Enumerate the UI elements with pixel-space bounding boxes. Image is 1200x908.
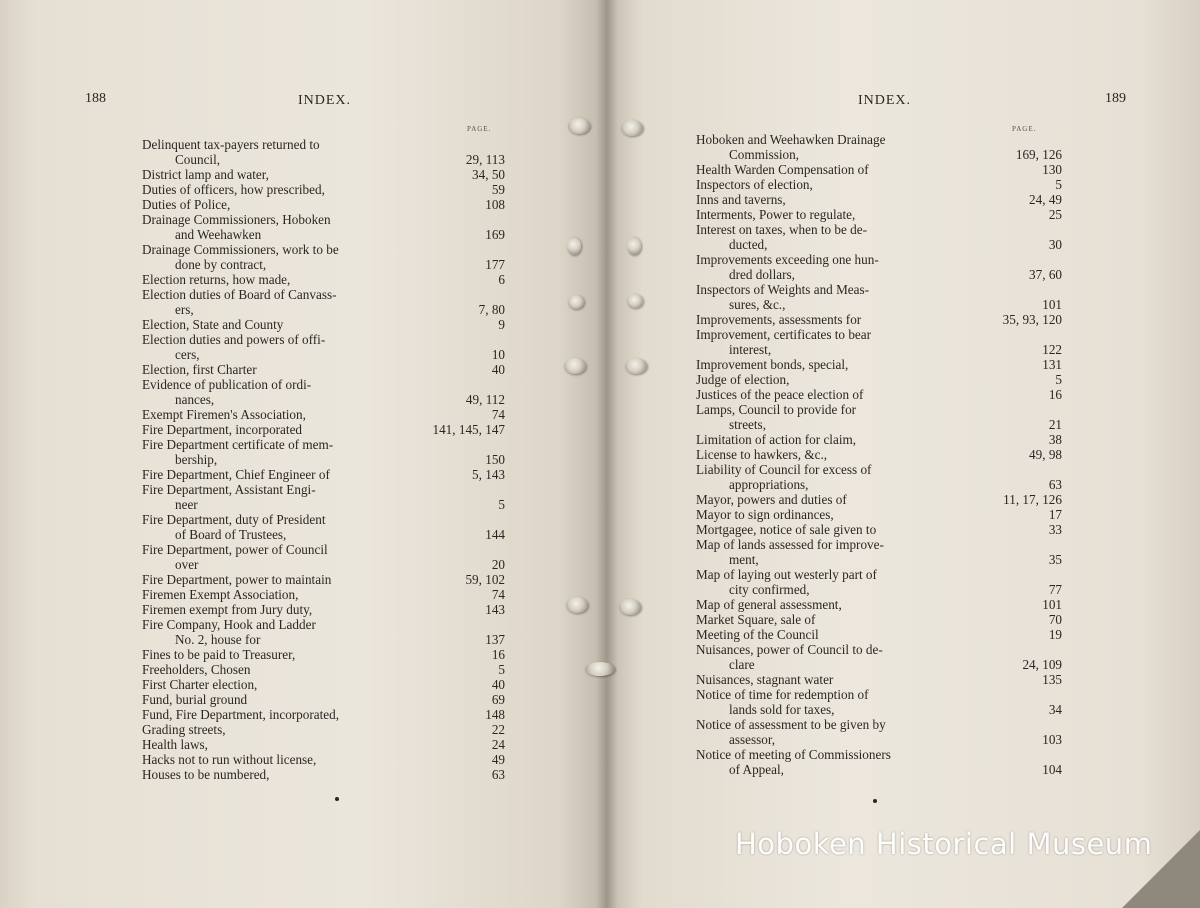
index-entry-text: Improvement bonds, special, [696, 357, 849, 372]
index-entry-text: Meeting of the Council [696, 627, 819, 642]
index-entry-pages: 70 [1048, 612, 1062, 627]
index-entry-text: Drainage Commissioners, work to be [142, 242, 339, 257]
index-entry-text: appropriations, [729, 477, 809, 492]
index-entry-text: and Weehawken [175, 227, 262, 242]
index-entry-text: Delinquent tax-payers returned to [142, 137, 320, 152]
index-entry [142, 152, 522, 167]
index-entry-text: Fire Department, power of Council [142, 542, 328, 557]
index-entry [696, 552, 1066, 567]
index-entry-pages: 34, 50 [472, 167, 505, 182]
index-entry-text: Mayor to sign ordinances, [696, 507, 834, 522]
index-entry-text: Health laws, [142, 737, 208, 752]
index-entry-text: Fire Company, Hook and Ladder [142, 617, 316, 632]
index-entry [696, 387, 1066, 402]
index-entry-pages: 22 [491, 722, 505, 737]
index-entry-text: Duties of officers, how prescribed, [142, 182, 325, 197]
index-entry [142, 167, 522, 182]
index-entry-text: Election duties of Board of Canvass- [142, 287, 337, 302]
binding-hole [568, 295, 584, 309]
index-entry [696, 222, 1066, 237]
binding-hole [627, 237, 641, 255]
index-entry-pages: 38 [1048, 432, 1062, 447]
index-entry-pages: 63 [1048, 477, 1062, 492]
index-entry-text: Liability of Council for excess of [696, 462, 872, 477]
index-entry-text: Inspectors of election, [696, 177, 813, 192]
index-entry-pages: 6 [498, 272, 505, 287]
index-entry [696, 732, 1066, 747]
left-page-column-label: PAGE. [467, 125, 492, 133]
index-entry-text: Fire Department, power to maintain [142, 572, 332, 587]
index-entry-text: Lamps, Council to provide for [696, 402, 857, 417]
index-entry-text: Mayor, powers and duties of [696, 492, 847, 507]
index-entry [142, 677, 522, 692]
index-entry [696, 267, 1066, 282]
index-entry-text: Judge of election, [696, 372, 790, 387]
index-entry-text: Market Square, sale of [696, 612, 816, 627]
index-entry-text: Inns and taverns, [696, 192, 786, 207]
index-entry-text: Interments, Power to regulate, [696, 207, 856, 222]
museum-watermark: Hoboken Historical Museum [735, 827, 1153, 861]
index-entry-pages: 24, 49 [1029, 192, 1062, 207]
index-entry-text: streets, [729, 417, 766, 432]
index-entry-pages: 5 [1055, 372, 1062, 387]
index-entry-pages: 10 [491, 347, 505, 362]
index-entry-text: Interest on taxes, when to be de- [696, 222, 868, 237]
index-entry [142, 632, 522, 647]
index-entry-pages: 20 [491, 557, 505, 572]
index-entry-text: Improvements, assessments for [696, 312, 862, 327]
right-index-list [696, 132, 1066, 777]
index-entry-pages: 34 [1048, 702, 1062, 717]
index-entry [142, 452, 522, 467]
index-entry [142, 647, 522, 662]
index-entry-pages: 63 [491, 767, 505, 782]
index-entry [142, 287, 522, 302]
index-entry-text: Health Warden Compensation of [696, 162, 869, 177]
index-entry [696, 582, 1066, 597]
index-entry-pages: 40 [491, 677, 505, 692]
index-entry-pages: 30 [1048, 237, 1062, 252]
index-entry [142, 767, 522, 782]
index-entry [696, 177, 1066, 192]
index-entry-text: Election, State and County [142, 317, 284, 332]
index-entry-pages: 143 [485, 602, 505, 617]
index-entry-text: Fund, Fire Department, incorporated, [142, 707, 340, 722]
index-entry-pages: 104 [1042, 762, 1062, 777]
index-entry-pages: 131 [1042, 357, 1062, 372]
index-entry-text: Commission, [729, 147, 799, 162]
index-entry-text: Fund, burial ground [142, 692, 248, 707]
index-entry-text: First Charter election, [142, 677, 258, 692]
index-entry-text: assessor, [729, 732, 775, 747]
binding-hole [567, 237, 581, 255]
page-foot-mark [873, 799, 877, 803]
index-entry-pages: 101 [1042, 297, 1062, 312]
index-entry [696, 507, 1066, 522]
index-entry-text: Council, [175, 152, 221, 167]
binding-hole [621, 120, 643, 136]
index-entry [696, 132, 1066, 147]
index-entry [142, 392, 522, 407]
index-entry-pages: 137 [485, 632, 505, 647]
page-foot-mark [335, 797, 339, 801]
index-entry-text: Exempt Firemen's Association, [142, 407, 306, 422]
index-entry-text: bership, [175, 452, 218, 467]
index-entry [696, 252, 1066, 267]
index-entry [142, 242, 522, 257]
index-entry-text: Fire Department, Chief Engineer of [142, 467, 330, 482]
index-entry-text: License to hawkers, &c., [696, 447, 828, 462]
index-entry [696, 207, 1066, 222]
index-entry-pages: 40 [491, 362, 505, 377]
index-entry [142, 497, 522, 512]
index-entry [142, 422, 522, 437]
index-entry-text: Evidence of publication of ordi- [142, 377, 312, 392]
binding-hole [625, 358, 647, 374]
index-entry [142, 482, 522, 497]
index-entry-pages: 16 [1048, 387, 1062, 402]
index-entry-text: Nuisances, power of Council to de- [696, 642, 883, 657]
index-entry [696, 282, 1066, 297]
binding-hole [564, 358, 586, 374]
index-entry-pages: 169 [485, 227, 505, 242]
index-entry [142, 707, 522, 722]
index-entry [696, 477, 1066, 492]
index-entry-text: Firemen exempt from Jury duty, [142, 602, 313, 617]
index-entry [696, 192, 1066, 207]
index-entry-pages: 29, 113 [465, 152, 505, 167]
index-entry [142, 212, 522, 227]
index-entry [142, 407, 522, 422]
index-entry [696, 672, 1066, 687]
index-entry-pages: 19 [1048, 627, 1062, 642]
index-entry [696, 717, 1066, 732]
index-entry-text: Hoboken and Weehawken Drainage [696, 132, 886, 147]
index-entry [696, 447, 1066, 462]
index-entry [696, 462, 1066, 477]
index-entry-pages: 169, 126 [1015, 147, 1062, 162]
index-entry [142, 662, 522, 677]
index-entry-text: sures, &c., [729, 297, 786, 312]
index-entry-text: Election, first Charter [142, 362, 257, 377]
index-entry-pages: 101 [1042, 597, 1062, 612]
index-entry-pages: 130 [1042, 162, 1062, 177]
index-entry-pages: 7, 80 [478, 302, 505, 317]
binding-hole [585, 662, 615, 676]
index-entry [696, 402, 1066, 417]
index-entry [696, 537, 1066, 552]
index-entry-text: Nuisances, stagnant water [696, 672, 834, 687]
index-entry [696, 567, 1066, 582]
index-entry-text: nances, [175, 392, 215, 407]
index-entry-text: Firemen Exempt Association, [142, 587, 299, 602]
index-entry [696, 147, 1066, 162]
index-entry-text: Election returns, how made, [142, 272, 291, 287]
index-entry-text: Fire Department, Assistant Engi- [142, 482, 316, 497]
index-entry-text: No. 2, house for [175, 632, 261, 647]
index-entry [142, 542, 522, 557]
index-entry-pages: 16 [491, 647, 505, 662]
index-entry-text: Map of lands assessed for improve- [696, 537, 884, 552]
index-entry-text: Fire Department, incorporated [142, 422, 303, 437]
index-entry [696, 342, 1066, 357]
index-entry [142, 467, 522, 482]
index-entry-text: Fines to be paid to Treasurer, [142, 647, 296, 662]
index-entry [696, 612, 1066, 627]
index-entry-pages: 24, 109 [1022, 657, 1062, 672]
index-entry-text: Grading streets, [142, 722, 226, 737]
index-entry-text: clare [729, 657, 755, 672]
index-entry-text: of Appeal, [729, 762, 784, 777]
index-entry [142, 437, 522, 452]
index-entry [142, 362, 522, 377]
index-entry-text: Inspectors of Weights and Meas- [696, 282, 870, 297]
index-entry-pages: 144 [485, 527, 505, 542]
index-entry [142, 572, 522, 587]
index-entry [142, 587, 522, 602]
index-entry-text: interest, [729, 342, 772, 357]
index-entry-pages: 49, 98 [1029, 447, 1062, 462]
left-index-list [142, 137, 522, 782]
index-entry [142, 317, 522, 332]
index-entry [142, 347, 522, 362]
index-entry [142, 722, 522, 737]
index-entry [696, 432, 1066, 447]
index-entry-pages: 74 [491, 407, 505, 422]
index-entry-pages: 49 [491, 752, 505, 767]
index-entry-text: neer [175, 497, 198, 512]
index-entry-pages: 17 [1048, 507, 1062, 522]
index-entry [696, 747, 1066, 762]
index-entry-pages: 74 [491, 587, 505, 602]
index-entry [696, 702, 1066, 717]
index-entry-pages: 135 [1042, 672, 1062, 687]
index-entry-pages: 5 [498, 662, 505, 677]
index-entry [142, 272, 522, 287]
index-entry-text: Notice of meeting of Commissioners [696, 747, 891, 762]
index-entry [142, 377, 522, 392]
index-entry-pages: 77 [1048, 582, 1062, 597]
index-entry [142, 752, 522, 767]
index-entry [696, 627, 1066, 642]
index-entry [142, 602, 522, 617]
index-entry [696, 162, 1066, 177]
binding-hole [619, 599, 641, 615]
index-entry [142, 512, 522, 527]
binding-hole [566, 597, 588, 613]
index-entry-pages: 49, 112 [465, 392, 505, 407]
index-entry [696, 417, 1066, 432]
index-entry-text: Improvements exceeding one hun- [696, 252, 879, 267]
index-entry [142, 557, 522, 572]
index-entry [696, 327, 1066, 342]
index-entry-pages: 9 [498, 317, 505, 332]
index-entry-text: ers, [175, 302, 194, 317]
book-gutter [596, 0, 618, 908]
index-entry-pages: 24 [491, 737, 505, 752]
binding-hole [627, 294, 643, 308]
index-entry-pages: 35, 93, 120 [1002, 312, 1062, 327]
index-entry-text: Election duties and powers of offi- [142, 332, 326, 347]
index-entry-pages: 150 [485, 452, 505, 467]
index-entry [696, 762, 1066, 777]
index-entry [696, 492, 1066, 507]
left-page-number: 188 [85, 91, 106, 106]
index-entry [696, 372, 1066, 387]
index-entry [696, 312, 1066, 327]
index-entry-text: Notice of assessment to be given by [696, 717, 886, 732]
index-entry-pages: 11, 17, 126 [1003, 492, 1062, 507]
index-entry [142, 137, 522, 152]
left-running-head: INDEX. [298, 93, 352, 108]
right-running-head: INDEX. [858, 93, 912, 108]
index-entry-text: of Board of Trustees, [175, 527, 287, 542]
index-entry [696, 297, 1066, 312]
index-entry-text: Drainage Commissioners, Hoboken [142, 212, 331, 227]
index-entry [696, 357, 1066, 372]
index-entry-pages: 148 [485, 707, 505, 722]
index-entry [142, 527, 522, 542]
index-entry-text: Map of general assessment, [696, 597, 842, 612]
index-entry-pages: 122 [1042, 342, 1062, 357]
index-entry-pages: 108 [485, 197, 505, 212]
index-entry [142, 257, 522, 272]
index-entry [142, 302, 522, 317]
index-entry-pages: 35 [1048, 552, 1062, 567]
index-entry-pages: 5 [1055, 177, 1062, 192]
index-entry-text: dred dollars, [729, 267, 795, 282]
index-entry-pages: 25 [1048, 207, 1062, 222]
index-entry-pages: 21 [1048, 417, 1062, 432]
index-entry-text: Improvement, certificates to bear [696, 327, 872, 342]
index-entry-pages: 5 [498, 497, 505, 512]
index-entry [142, 692, 522, 707]
index-entry-text: Fire Department certificate of mem- [142, 437, 334, 452]
right-page-number: 189 [1105, 91, 1126, 106]
index-entry-pages: 37, 60 [1029, 267, 1062, 282]
right-page-column-label: PAGE. [1012, 125, 1037, 133]
index-entry-pages: 103 [1042, 732, 1062, 747]
index-entry-text: Houses to be numbered, [142, 767, 270, 782]
index-entry [142, 332, 522, 347]
index-entry [696, 237, 1066, 252]
index-entry-text: over [175, 557, 199, 572]
index-entry-pages: 177 [485, 257, 505, 272]
index-entry-text: cers, [175, 347, 200, 362]
index-entry-text: city confirmed, [729, 582, 810, 597]
index-entry [696, 657, 1066, 672]
index-entry-text: Justices of the peace election of [696, 387, 864, 402]
index-entry-text: Notice of time for redemption of [696, 687, 869, 702]
index-entry [696, 522, 1066, 537]
index-entry-pages: 33 [1048, 522, 1062, 537]
index-entry-text: lands sold for taxes, [729, 702, 835, 717]
index-entry-pages: 69 [491, 692, 505, 707]
index-entry-text: ducted, [729, 237, 768, 252]
index-entry [696, 642, 1066, 657]
index-entry-text: done by contract, [175, 257, 267, 272]
index-entry-text: Mortgagee, notice of sale given to [696, 522, 877, 537]
index-entry-pages: 59, 102 [465, 572, 505, 587]
index-entry-pages: 59 [491, 182, 505, 197]
index-entry-text: ment, [729, 552, 759, 567]
index-entry-text: District lamp and water, [142, 167, 269, 182]
index-entry-text: Map of laying out westerly part of [696, 567, 877, 582]
index-entry-text: Freeholders, Chosen [142, 662, 251, 677]
index-entry [142, 227, 522, 242]
index-entry-text: Limitation of action for claim, [696, 432, 857, 447]
index-entry [142, 737, 522, 752]
index-entry [696, 597, 1066, 612]
index-entry-text: Fire Department, duty of President [142, 512, 326, 527]
index-entry [142, 197, 522, 212]
index-entry-pages: 5, 143 [472, 467, 505, 482]
index-entry-text: Duties of Police, [142, 197, 231, 212]
index-entry [696, 687, 1066, 702]
binding-hole [568, 118, 590, 134]
index-entry-text: Hacks not to run without license, [142, 752, 317, 767]
index-entry [142, 617, 522, 632]
index-entry-pages: 141, 145, 147 [432, 422, 505, 437]
index-entry [142, 182, 522, 197]
